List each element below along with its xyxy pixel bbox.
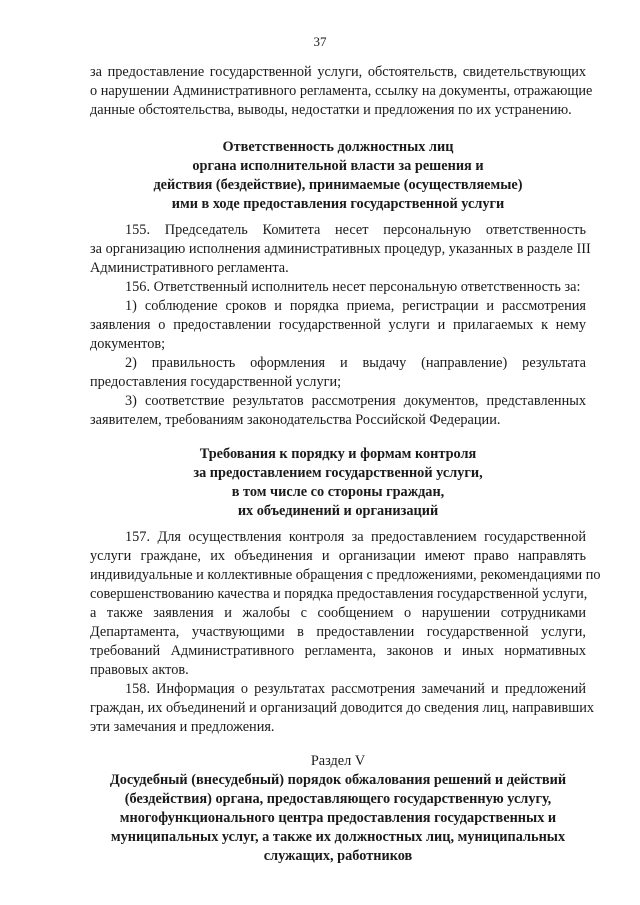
section-heading-line: Ответственность должностных лиц <box>222 139 454 155</box>
section-heading-line: органа исполнительной власти за решения и <box>192 158 484 174</box>
paragraph-156-line: 156. Ответственный исполнитель несет персональную ответственность за: <box>125 279 581 295</box>
paragraph-157-line: а также заявления и жалобы с сообщением о нарушении сотрудниками <box>90 605 586 621</box>
paragraph-157-line: правовых актов. <box>90 662 189 678</box>
paragraph-157-line: Департамента, участвующими в предоставлении государственной услуги, <box>90 624 586 640</box>
section-heading-line: действия (бездействие), принимаемые (осуществляемые) <box>153 177 523 193</box>
list-item-3-line: заявителем, требованиям законодательства Российской Федерации. <box>90 412 501 428</box>
paragraph-155-line: за организацию исполнения административных процедур, указанных в разделе III <box>90 241 591 257</box>
paragraph-158-line: 158. Информация о результатах рассмотрения замечаний и предложений <box>125 681 586 697</box>
list-item-3-line: 3) соответствие результатов рассмотрения документов, представленных <box>125 393 586 409</box>
intro-line: данные обстоятельства, выводы, недостатки и предложения по их устранению. <box>90 102 572 118</box>
paragraph-158-line: эти замечания и предложения. <box>90 719 275 735</box>
section-heading-line: служащих, работников <box>263 848 413 864</box>
paragraph-157-line: совершенствованию качества и порядка предоставления государственной услуги, <box>90 586 588 602</box>
section-heading-line: Досудебный (внесудебный) порядок обжалования решений и действий <box>109 772 567 788</box>
section-heading-line: Требования к порядку и формам контроля <box>199 446 477 462</box>
section-number: Раздел V <box>310 753 366 769</box>
paragraph-155-line: Административного регламента. <box>90 260 289 276</box>
list-item-2-line: 2) правильность оформления и выдачу (направление) результата <box>125 355 586 371</box>
page-number: 37 <box>313 34 327 49</box>
paragraph-157-line: требований Административного регламента, законов и иных нормативных <box>90 643 586 659</box>
section-heading-line: муниципальных услуг, а также их должностных лиц, муниципальных <box>110 829 566 845</box>
paragraph-157-line: 157. Для осуществления контроля за предоставлением государственной <box>125 529 586 545</box>
section-heading-line: за предоставлением государственной услуги, <box>193 465 483 481</box>
section-heading-line: в том числе со стороны граждан, <box>231 484 445 500</box>
intro-line: о нарушении Административного регламента, ссылку на документы, отражающие <box>90 83 593 99</box>
list-item-1-line: документов; <box>90 336 166 352</box>
list-item-2-line: предоставления государственной услуги; <box>90 374 342 390</box>
paragraph-158-line: граждан, их объединений и организаций доводится до сведения лиц, направивших <box>90 700 595 716</box>
intro-line: за предоставление государственной услуги, обстоятельств, свидетельствующих <box>90 64 586 80</box>
list-item-1-line: заявления о предоставлении государственной услуги и прилагаемых к нему <box>90 317 586 333</box>
section-heading-line: ими в ходе предоставления государственной услуги <box>171 196 505 212</box>
section-heading-line: их объединений и организаций <box>237 503 439 519</box>
section-heading-line: многофункционального центра предоставления государственных и <box>119 810 557 826</box>
paragraph-157-line: индивидуальные и коллективные обращения с предложениями, рекомендациями по <box>90 567 601 583</box>
section-heading-line: (бездействия) органа, предоставляющего государственную услугу, <box>124 791 552 807</box>
list-item-1-line: 1) соблюдение сроков и порядка приема, регистрации и рассмотрения <box>125 298 586 314</box>
paragraph-157-line: услуги граждане, их объединения и организации имеют право направлять <box>90 548 586 564</box>
paragraph-155-line: 155. Председатель Комитета несет персональную ответственность <box>125 222 586 238</box>
